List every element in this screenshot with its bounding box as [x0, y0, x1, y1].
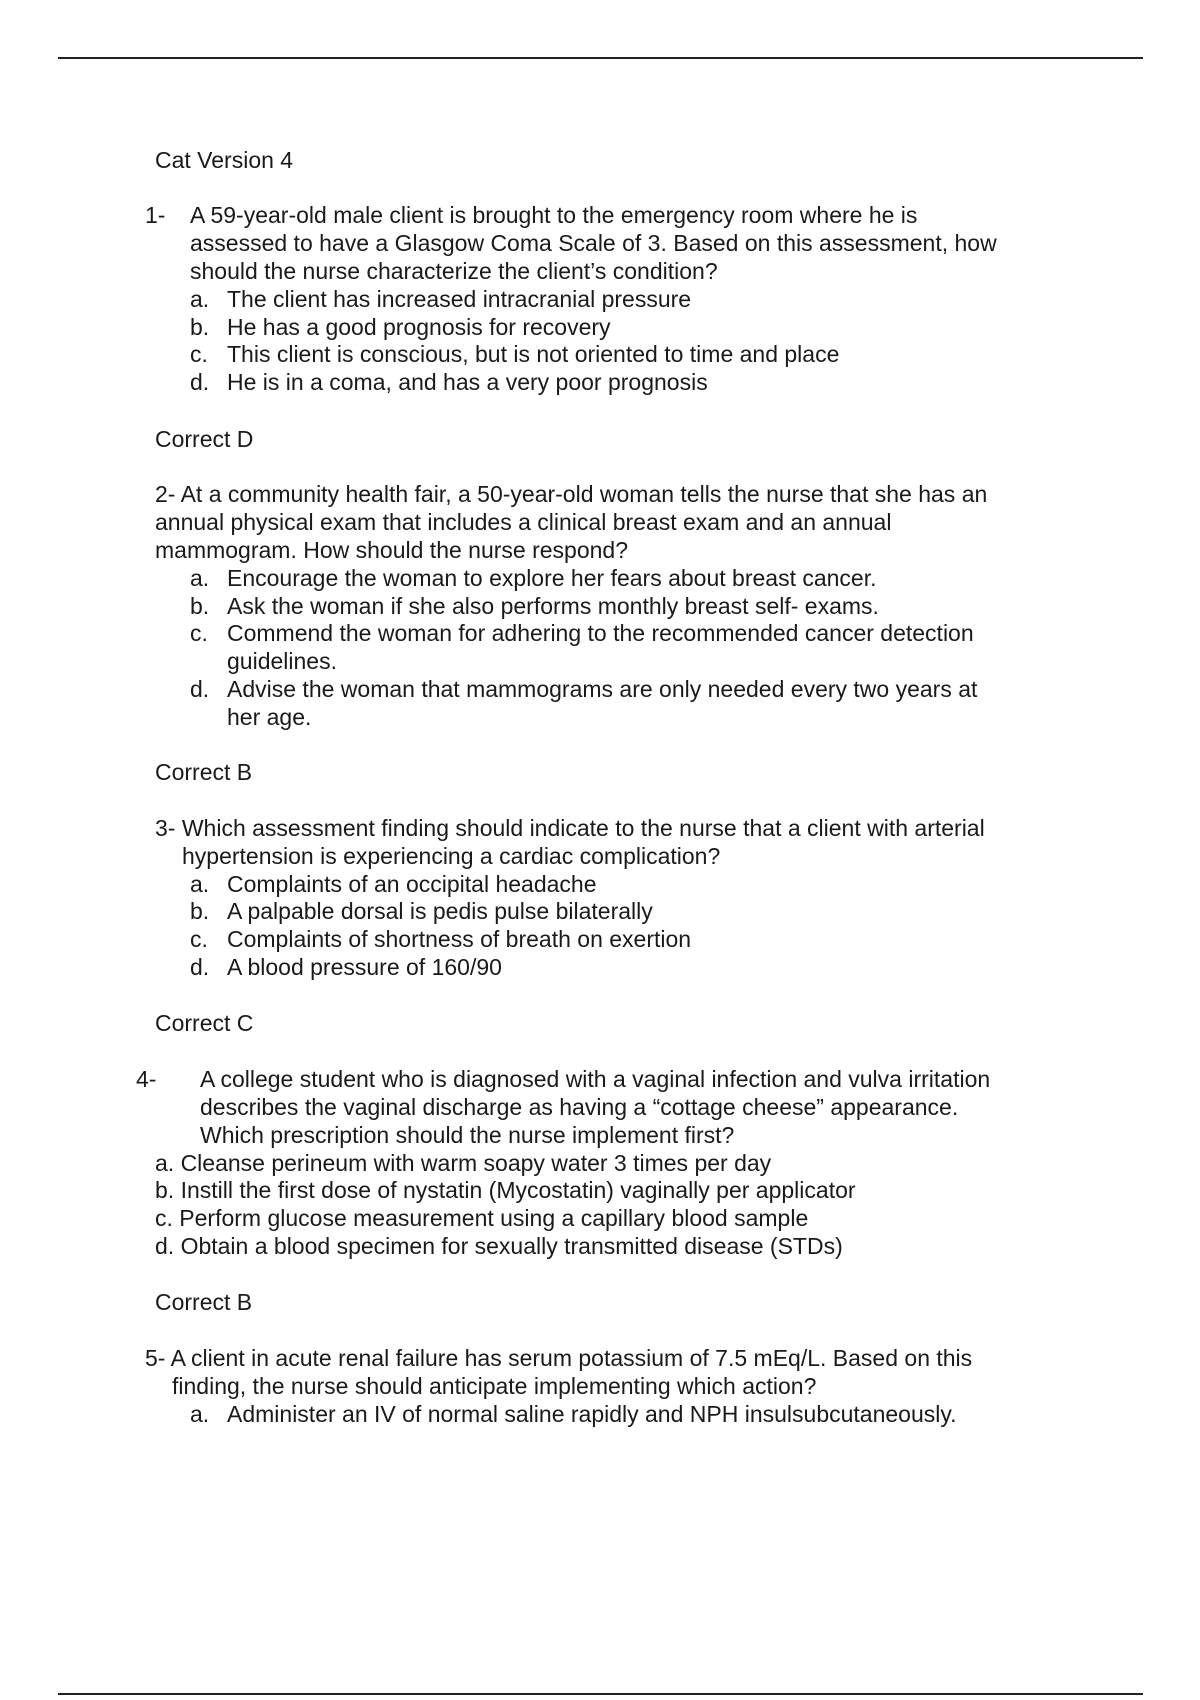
option-text: He is in a coma, and has a very poor prognosis — [227, 369, 708, 395]
question-number: 1- — [145, 202, 166, 228]
option-letter: d. — [190, 676, 210, 702]
bottom-rule — [58, 1693, 1143, 1695]
option-text: Ask the woman if she also performs monthly breast self- exams. — [227, 593, 879, 619]
document-title: Cat Version 4 — [155, 147, 294, 173]
question-stem-line: Which prescription should the nurse implement first? — [200, 1122, 735, 1148]
correct-answer: Correct D — [155, 426, 254, 452]
option-text: A palpable dorsal is pedis pulse bilaterally — [227, 898, 653, 924]
option-letter: d. — [190, 369, 210, 395]
option-text: Encourage the woman to explore her fears about breast cancer. — [227, 565, 877, 591]
question-stem-line: should the nurse characterize the client’s condition? — [190, 258, 718, 284]
option-letter: b. — [190, 898, 210, 924]
option-letter: a. — [190, 1401, 210, 1427]
question-stem-line: finding, the nurse should anticipate implementing which action? — [172, 1373, 817, 1399]
option-letter: c. — [190, 341, 208, 367]
correct-answer: Correct C — [155, 1010, 254, 1036]
answer-option-a: a. Cleanse perineum with warm soapy water 3 times per day — [155, 1150, 772, 1176]
question-stem-line: 3- Which assessment finding should indicate to the nurse that a client with arterial — [155, 815, 985, 841]
option-text: This client is conscious, but is not oriented to time and place — [227, 341, 840, 367]
question-stem-line: describes the vaginal discharge as having a “cottage cheese” appearance. — [200, 1094, 959, 1120]
option-letter: c. — [190, 620, 208, 646]
option-letter: a. — [190, 286, 210, 312]
question-stem-line: annual physical exam that includes a clinical breast exam and an annual — [155, 509, 892, 535]
question-stem-line: 5- A client in acute renal failure has serum potassium of 7.5 mEq/L. Based on this — [145, 1345, 973, 1371]
option-text: Advise the woman that mammograms are only needed every two years at — [227, 676, 978, 702]
correct-answer: Correct B — [155, 759, 253, 785]
option-letter: a. — [190, 871, 210, 897]
option-text: Complaints of an occipital headache — [227, 871, 597, 897]
question-stem-line: 2- At a community health fair, a 50-year-old woman tells the nurse that she has an — [155, 481, 988, 507]
answer-option-c: c. Perform glucose measurement using a capillary blood sample — [155, 1205, 809, 1231]
top-rule — [58, 57, 1143, 59]
question-stem-line: assessed to have a Glasgow Coma Scale of 3. Based on this assessment, how — [190, 230, 997, 256]
option-text: Complaints of shortness of breath on exertion — [227, 926, 692, 952]
option-text-continued: guidelines. — [227, 648, 337, 674]
question-stem-line: hypertension is experiencing a cardiac complication? — [182, 843, 721, 869]
option-letter: d. — [190, 954, 210, 980]
option-text: Commend the woman for adhering to the recommended cancer detection — [227, 620, 974, 646]
option-letter: b. — [190, 314, 210, 340]
option-letter: b. — [190, 593, 210, 619]
option-letter: a. — [190, 565, 210, 591]
option-letter: c. — [190, 926, 208, 952]
question-stem-line: A college student who is diagnosed with a vaginal infection and vulva irritation — [200, 1066, 991, 1092]
option-text: He has a good prognosis for recovery — [227, 314, 611, 340]
answer-option-d: d. Obtain a blood specimen for sexually transmitted disease (STDs) — [155, 1233, 843, 1259]
option-text: Administer an IV of normal saline rapidly and NPH insulsubcutaneously. — [227, 1401, 957, 1427]
option-text-continued: her age. — [227, 704, 312, 730]
option-text: A blood pressure of 160/90 — [227, 954, 502, 980]
question-number: 4- — [136, 1066, 157, 1092]
correct-answer: Correct B — [155, 1289, 253, 1315]
question-stem-line: mammogram. How should the nurse respond? — [155, 537, 629, 563]
answer-option-b: b. Instill the first dose of nystatin (Mycostatin) vaginally per applicator — [155, 1177, 856, 1203]
option-text: The client has increased intracranial pressure — [227, 286, 692, 312]
question-stem-line: A 59-year-old male client is brought to the emergency room where he is — [190, 202, 918, 228]
